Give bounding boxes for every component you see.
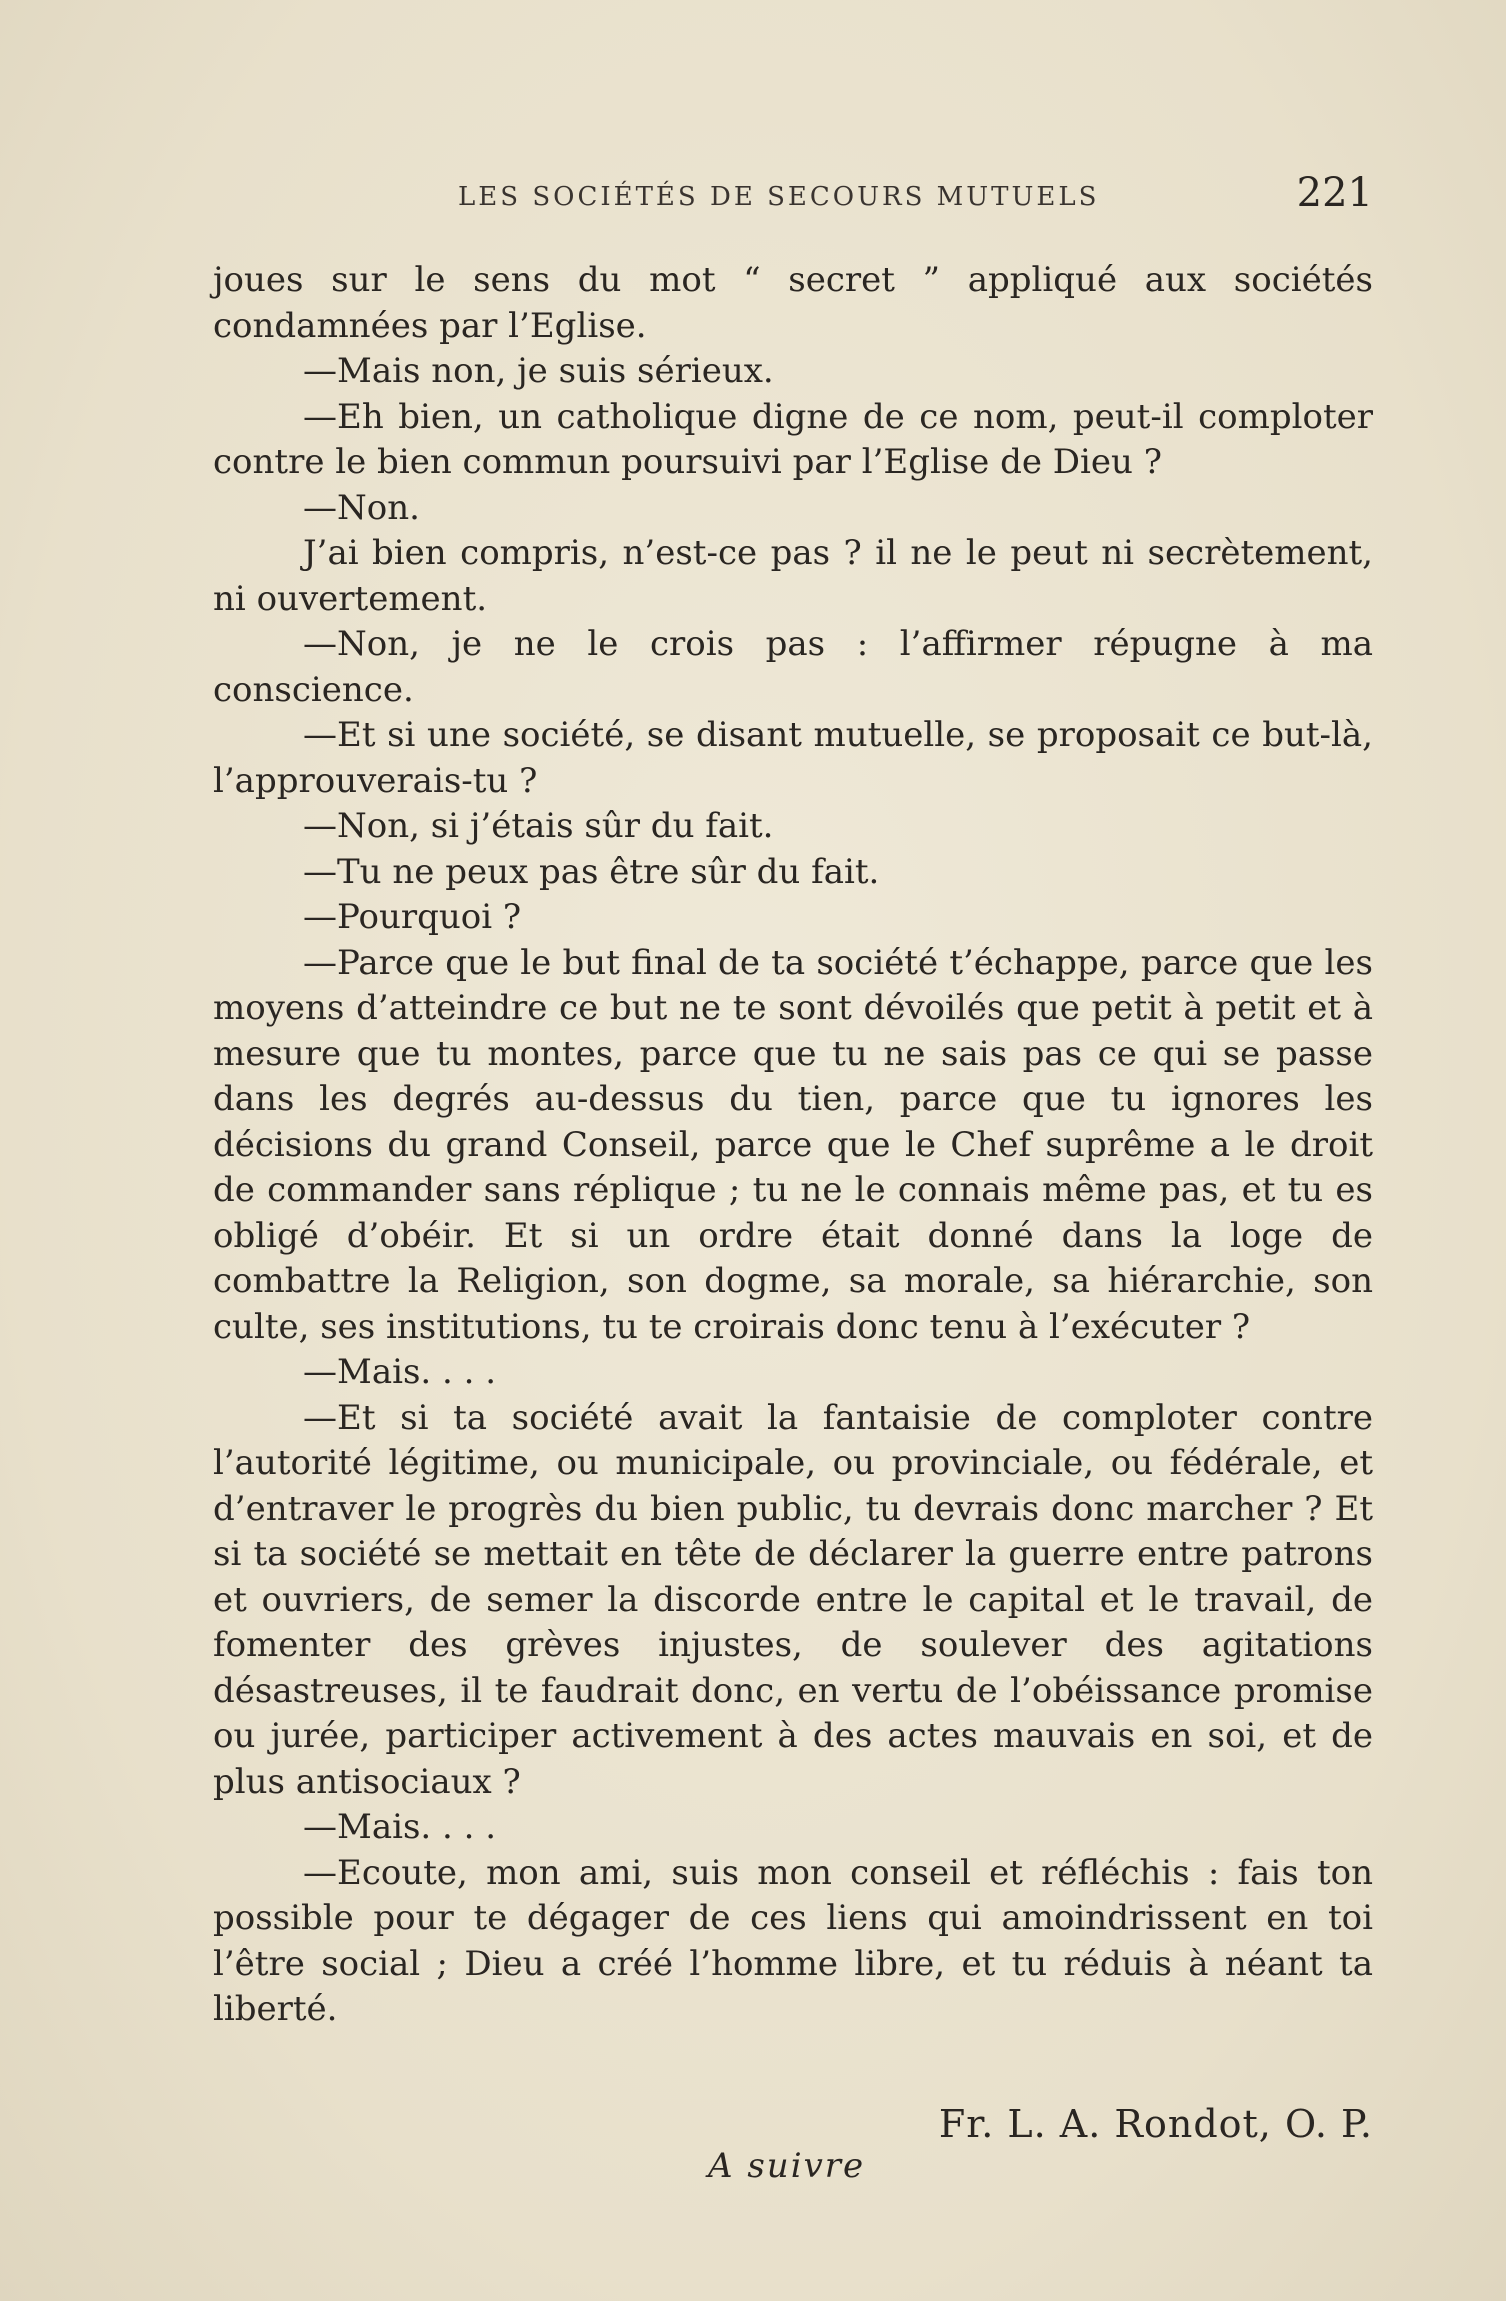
body-text — [213, 258, 1373, 2033]
page-number: 221 — [1296, 170, 1373, 216]
paragraph: —Mais. . . . — [303, 1352, 497, 1392]
paragraph: —Non, je ne le crois pas : l’affirmer répugne à ma conscience. — [213, 624, 1373, 710]
paragraph: joues sur le sens du mot “ secret ” appliqué aux sociétés condamnées par l’Eglise. — [213, 260, 1373, 346]
paragraph: —Et si ta société avait la fantaisie de comploter contre l’autorité légitime, ou municipale, ou provinciale, ou fédérale, et d’entraver le progrès du bien public, tu devrais donc marcher ? Et si ta société se mettait en tête de déclarer la guerre entre patrons et ouvriers, de semer la discorde entre le capital et le travail, de fomenter des grèves injustes, de soulever des agitations désastreuses, il te faudrait donc, en vertu de l’obéissance promise ou jurée, participer activement à des actes mauvais en soi, et de plus antisociaux ? — [213, 1397, 1373, 1802]
paragraph: —Mais. . . . — [303, 1807, 497, 1847]
paragraph: —Parce que le but final de ta société t’échappe, parce que les moyens d’atteindre ce but ne te sont dévoilés que petit à petit et à mesure que tu montes, parce que tu ne sais pas ce qui se passe dans les degrés au-dessus du tien, parce que tu ignores les décisions du grand Conseil, parce que le Chef suprême a le droit de commander sans réplique ; tu ne le connais même pas, et tu es obligé d’obéir. Et si un ordre était donné dans la loge de combattre la Religion, son dogme, sa morale, sa hiérarchie, son culte, ses institutions, tu te croirais donc tenu à l’exécuter ? — [213, 942, 1373, 1347]
to-be-continued: A suivre — [708, 2146, 866, 2186]
running-title: LES SOCIÉTÉS DE SECOURS MUTUELS — [458, 182, 1100, 212]
paragraph: —Eh bien, un catholique digne de ce nom, peut-il comploter contre le bien commun poursuivi par l’Eglise de Dieu ? — [213, 396, 1373, 482]
paragraph: J’ai bien compris, n’est-ce pas ? il ne le peut ni secrètement, ni ouvertement. — [213, 533, 1373, 619]
author-signature: Fr. L. A. Rondot, O. P. — [938, 2102, 1373, 2146]
running-head — [213, 170, 1373, 220]
paragraph: —Tu ne peux pas être sûr du fait. — [303, 851, 880, 892]
paragraph: —Non, si j’étais sûr du fait. — [303, 806, 774, 846]
paragraph: —Et si une société, se disant mutuelle, se proposait ce but-là, l’approuverais-tu ? — [213, 715, 1373, 801]
paragraph: —Non. — [303, 487, 420, 528]
paragraph: —Pourquoi ? — [303, 897, 522, 937]
paragraph: —Ecoute, mon ami, suis mon conseil et réfléchis : fais ton possible pour te dégager de ces liens qui amoindrissent en toi l’être social ; Dieu a créé l’homme libre, et tu réduis à néant ta liberté. — [213, 1852, 1373, 2029]
paragraph: —Mais non, je suis sérieux. — [303, 351, 774, 391]
